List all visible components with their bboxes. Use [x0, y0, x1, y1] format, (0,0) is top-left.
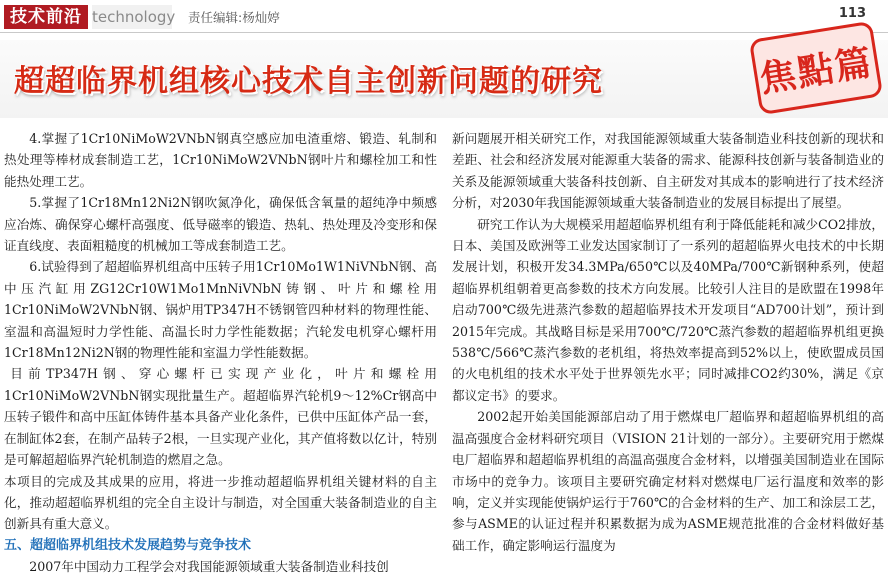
- page-header: [0, 0, 888, 34]
- paragraph: 新问题展开相关研究工作，对我国能源领域重大装备制造业科技创新的现状和差距、社会和经济发展对能源重大装备的需求、能源科技创新与装备制造业的关系及能源领域重大装备科技创新、自主研发对其成本的影响进行了技术经济分析，对2030年我国能源领域重大装备制造业的发展目标提出了展望。: [452, 131, 884, 211]
- paragraph: 研究工作认为大规模采用超超临界机组有利于降低能耗和减少CO2排放，日本、美国及欧洲等工业发达国家制订了一系列的超超临界火电技术的中长期发展计划，积极开发34.3MPa/650℃以及40MPa/700℃新钢种系列，使超超临界机组朝着更高参数的技术方向发展。比较引人注目的是欧盟在1998年启动700℃级先进蒸汽参数的超超临界技术开发项目“AD700计划”，预计到2015年完成。其战略目标是采用700℃/720℃蒸汽参数的超超临界机组更换538℃/566℃蒸汽参数的老机组，将热效率提高到52%以上，使欧盟成员国的火电机组的技术水平处于世界领先水平；同时减排CO2约30%，满足《京都议定书》的要求。: [452, 216, 884, 403]
- paragraph: 4.掌握了1Cr10NiMoW2VNbN钢真空感应加电渣重熔、锻造、轧制和热处理等棒材成套制造工艺，1Cr10NiMoW2VNbN钢叶片和螺栓加工和性能热处理工艺。: [4, 131, 437, 189]
- editor-credit: 责任编辑:杨灿婷: [188, 10, 280, 25]
- article-title: 超超临界机组核心技术自主创新问题的研究: [14, 64, 603, 99]
- paragraph: 目前TP347H钢、穿心螺杆已实现产业化，叶片和螺栓用1Cr10NiMoW2VNbN钢实现批量生产。超超临界汽轮机9～12%Cr钢高中压转子锻件和高中压缸体铸件基本具备产业化条件，已供中压缸体产品一套，在制缸体2套，在制产品转子2根，一旦实现产业化，其产值将数以亿计，特别是可解超超临界汽轮机制造的燃眉之急。: [4, 366, 437, 468]
- paragraph: 6.试验得到了超超临界机组高中压转子用1Cr10Mo1W1NiVNbN钢、高中压汽缸用ZG12Cr10W1Mo1MnNiVNbN铸钢、叶片和螺栓用1Cr10NiMoW2VNbN钢、锅炉用TP347H不锈钢管四种材料的物理性能、室温和高温短时力学性能、高温长时力学性能数据；汽轮发电机穿心螺杆用1Cr18Mn12Ni2N钢的物理性能和室温力学性能数据。: [4, 259, 437, 361]
- feature-stamp-text: 焦點篇: [756, 40, 876, 101]
- right-column: [452, 128, 884, 588]
- paragraph: 2007年中国动力工程学会对我国能源领域重大装备制造业科技创: [29, 559, 389, 575]
- left-column: [4, 128, 437, 588]
- section-heading: 五、超超临界机组技术发展趋势与竞争技术: [4, 537, 252, 553]
- section-tag: 技术前沿: [4, 5, 88, 29]
- paragraph: 本项目的完成及其成果的应用，将进一步推动超超临界机组关键材料的自主化，推动超超临界机组的完全自主设计与制造，对全国重大装备制造业的自主创新具有重大意义。: [4, 473, 437, 532]
- paragraph: 2002起开始美国能源部启动了用于燃煤电厂超临界和超超临界机组的高温高强度合金材料研究项目（VISION 21计划的一部分）。主要研究用于燃煤电厂超临界和超超临界机组的高温高强度合金材料，以增强美国制造业在国际市场中的竞争力。该项目主要研究确定材料对燃煤电厂运行温度和效率的影响，定义并实现能使锅炉运行于760℃的合金材料的生产、加工和涂层工艺，参与ASME的认证过程并积累数据为成为ASME规范批准的合金材料做好基础工作，确定影响运行温度为: [452, 409, 884, 553]
- section-english-label: technology: [92, 5, 172, 29]
- page-number: 113: [838, 6, 866, 21]
- header-divider: [0, 32, 888, 33]
- paragraph: 5.掌握了1Cr18Mn12Ni2N钢吹氮净化，确保低含氧量的超纯净中频感应冶炼、确保穿心螺杆高强度、低导磁率的锻造、热轧、热处理及冷变形和保证直线度、表面粗糙度的机械加工等成套制造工艺。: [4, 195, 437, 254]
